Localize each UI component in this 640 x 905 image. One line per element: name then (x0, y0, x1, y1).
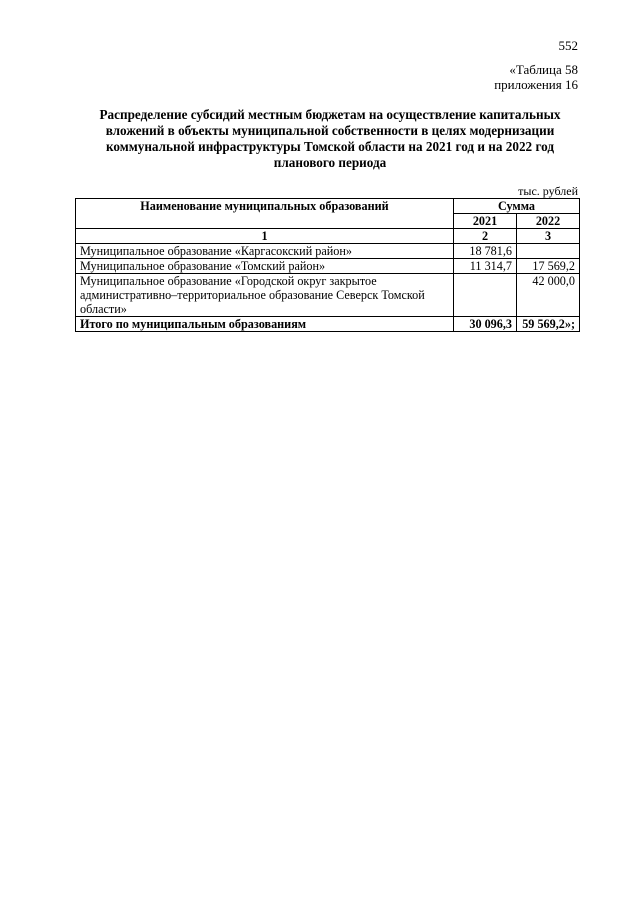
row-name: Муниципальное образование «Каргасокский район» (76, 244, 454, 259)
header-name: Наименование муниципальных образований (76, 199, 454, 229)
row-value-2021: 18 781,6 (454, 244, 517, 259)
table-row (76, 274, 580, 317)
row-value-2021 (454, 274, 517, 317)
table-row (76, 244, 580, 259)
row-value-2022 (517, 244, 580, 259)
subsidy-table (75, 198, 580, 332)
row-value-2022: 42 000,0 (517, 274, 580, 317)
table-row (76, 259, 580, 274)
total-value-2021: 30 096,3 (454, 317, 517, 332)
header-year-2022: 2022 (517, 214, 580, 229)
header-sum: Сумма (454, 199, 580, 214)
header-row-1 (76, 199, 580, 214)
column-number-2: 2 (454, 229, 517, 244)
table-reference-line2: приложения 16 (494, 77, 578, 92)
header-year-2021: 2021 (454, 214, 517, 229)
row-value-2022: 17 569,2 (517, 259, 580, 274)
total-value-2022: 59 569,2»; (517, 317, 580, 332)
page-number: 552 (558, 38, 578, 53)
row-name: Муниципальное образование «Городской округ закрытое административно–территориальное образование Северск Томской области» (76, 274, 454, 317)
units-label: тыс. рублей (518, 184, 578, 198)
column-number-3: 3 (517, 229, 580, 244)
column-number-row (76, 229, 580, 244)
row-value-2021: 11 314,7 (454, 259, 517, 274)
column-number-1: 1 (76, 229, 454, 244)
table-reference (494, 62, 578, 92)
document-title: Распределение субсидий местным бюджетам на осуществление капитальных вложений в объекты муниципальной собственности в целях модернизации коммунальной инфраструктуры Томской области на 2021 год и на 2022 год планового периода (99, 107, 561, 170)
total-label: Итого по муниципальным образованиям (76, 317, 454, 332)
table-reference-line1: «Таблица 58 (509, 62, 578, 77)
total-row (76, 317, 580, 332)
row-name: Муниципальное образование «Томский район» (76, 259, 454, 274)
